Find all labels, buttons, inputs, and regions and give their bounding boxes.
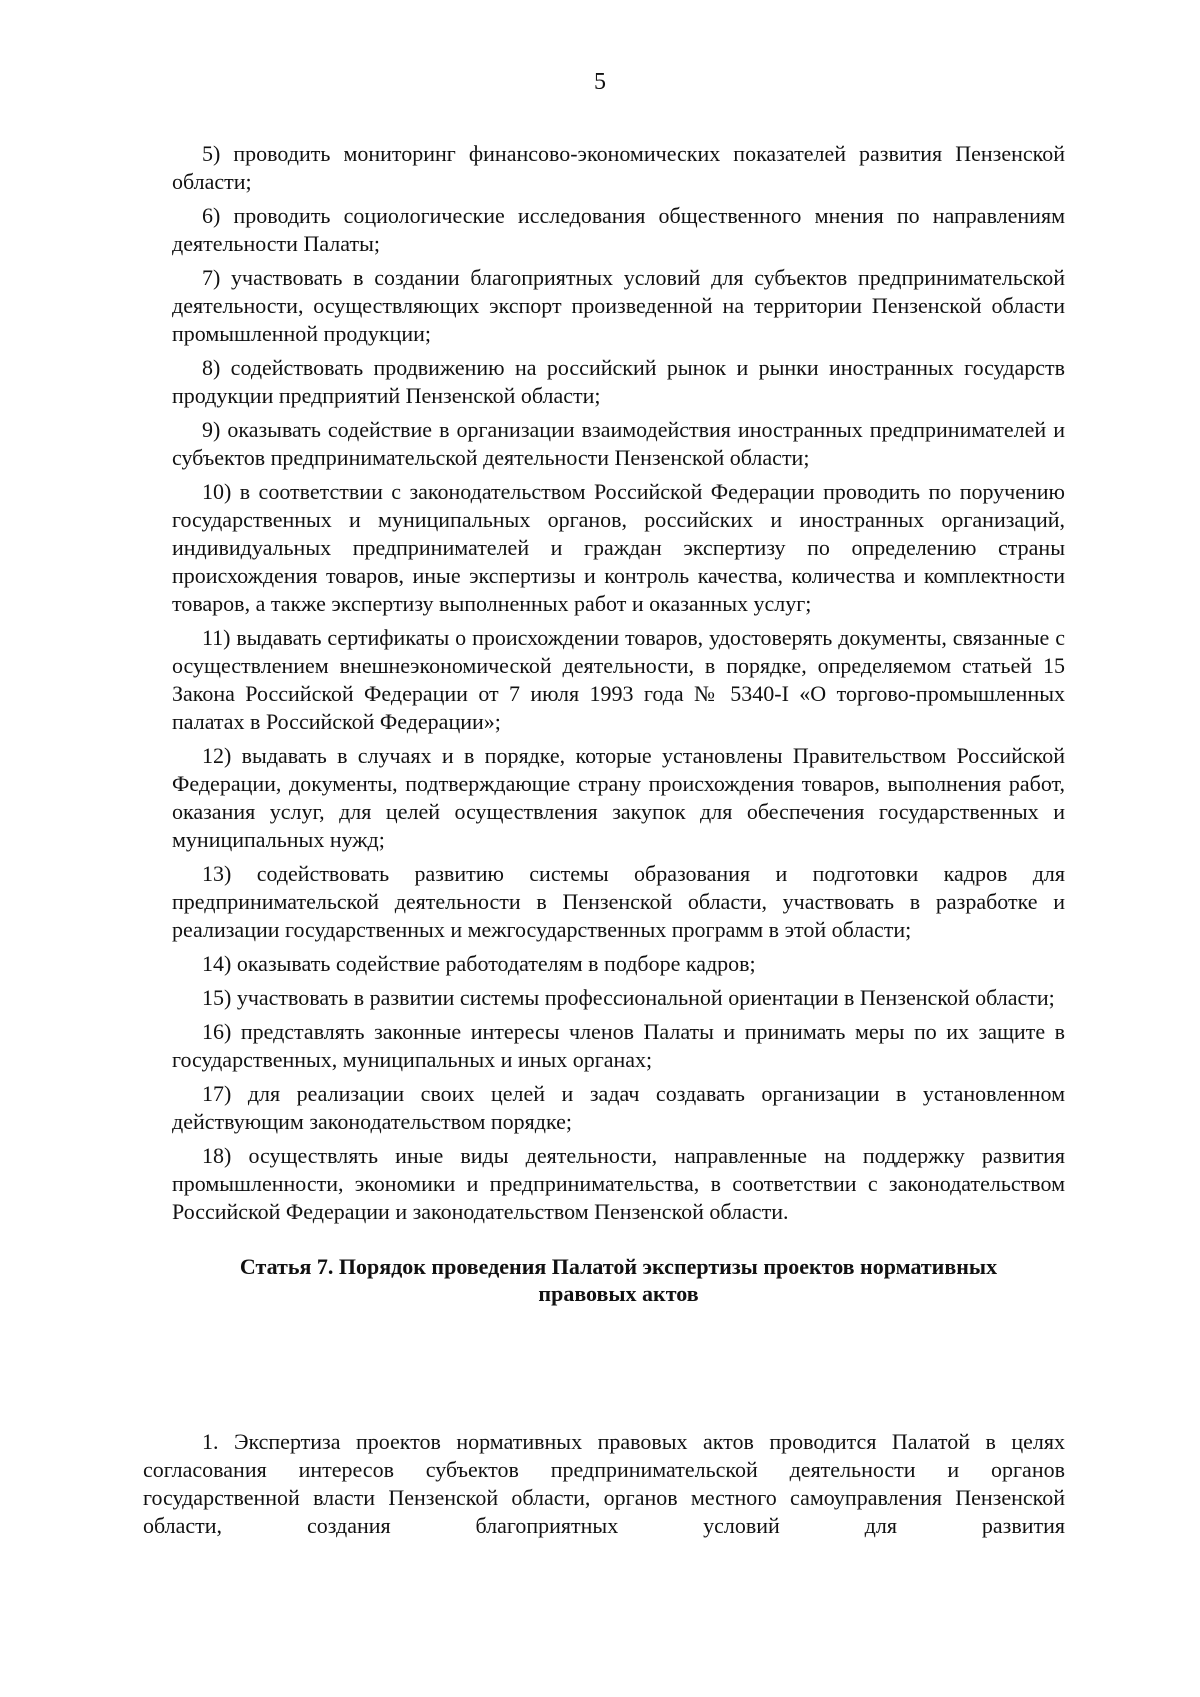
list-item: 17) для реализации своих целей и задач создавать организации в установленном действующим законодательством порядке; bbox=[172, 1081, 1065, 1134]
list-item: 8) содействовать продвижению на российский рынок и рынки иностранных государств продукции предприятий Пензенской области; bbox=[172, 355, 1065, 408]
list-item: 5) проводить мониторинг финансово-экономических показателей развития Пензенской области; bbox=[172, 141, 1065, 194]
list-item: 12) выдавать в случаях и в порядке, которые установлены Правительством Российской Федерации, документы, подтверждающие страну происхождения товаров, выполнения работ, оказания услуг, для целей осуществления закупок для обеспечения государственных и муниципальных нужд; bbox=[172, 743, 1065, 852]
document-body-continued bbox=[143, 1428, 1065, 1540]
list-item: 16) представлять законные интересы членов Палаты и принимать меры по их защите в государственных, муниципальных и иных органах; bbox=[172, 1019, 1065, 1072]
list-item: 15) участвовать в развитии системы профессиональной ориентации в Пензенской области; bbox=[202, 985, 1055, 1010]
list-item: 14) оказывать содействие работодателям в подборе кадров; bbox=[202, 951, 756, 976]
list-item: 11) выдавать сертификаты о происхождении товаров, удостоверять документы, связанные с осуществлением внешнеэкономической деятельности, в порядке, определяемом статьей 15 Закона Российской Федерации от 7 июля 1993 года № 5340-I «О торгово-промышленных палатах в Российской Федерации»; bbox=[172, 625, 1065, 734]
article-heading: Статья 7. Порядок проведения Палатой экспертизы проектов нормативных правовых актов bbox=[239, 1254, 998, 1306]
page-number: 5 bbox=[594, 69, 606, 95]
document-body bbox=[172, 140, 1065, 1316]
article-paragraph: 1. Экспертиза проектов нормативных правовых актов проводится Палатой в целях согласования интересов субъектов предпринимательской деятельности и органов государственной власти Пензенской области, органов местного самоуправления Пензенской области, создания благоприятных условий для развития bbox=[143, 1429, 1065, 1538]
list-item: 18) осуществлять иные виды деятельности, направленные на поддержку развития промышленности, экономики и предпринимательства, в соответствии с законодательством Российской Федерации и законодательством Пензенской области. bbox=[172, 1143, 1065, 1224]
list-item: 13) содействовать развитию системы образования и подготовки кадров для предпринимательской деятельности в Пензенской области, участвовать в разработке и реализации государственных и межгосударственных программ в этой области; bbox=[172, 861, 1065, 942]
list-item: 7) участвовать в создании благоприятных условий для субъектов предпринимательской деятельности, осуществляющих экспорт произведенной на территории Пензенской области промышленной продукции; bbox=[172, 265, 1065, 346]
list-item: 9) оказывать содействие в организации взаимодействия иностранных предпринимателей и субъектов предпринимательской деятельности Пензенской области; bbox=[172, 417, 1065, 470]
list-item: 10) в соответствии с законодательством Российской Федерации проводить по поручению государственных и муниципальных органов, российских и иностранных организаций, индивидуальных предпринимателей и граждан экспертизу по определению страны происхождения товаров, иные экспертизы и контроль качества, количества и комплектности товаров, а также экспертизу выполненных работ и оказанных услуг; bbox=[172, 479, 1065, 616]
list-item: 6) проводить социологические исследования общественного мнения по направлениям деятельности Палаты; bbox=[172, 203, 1065, 256]
